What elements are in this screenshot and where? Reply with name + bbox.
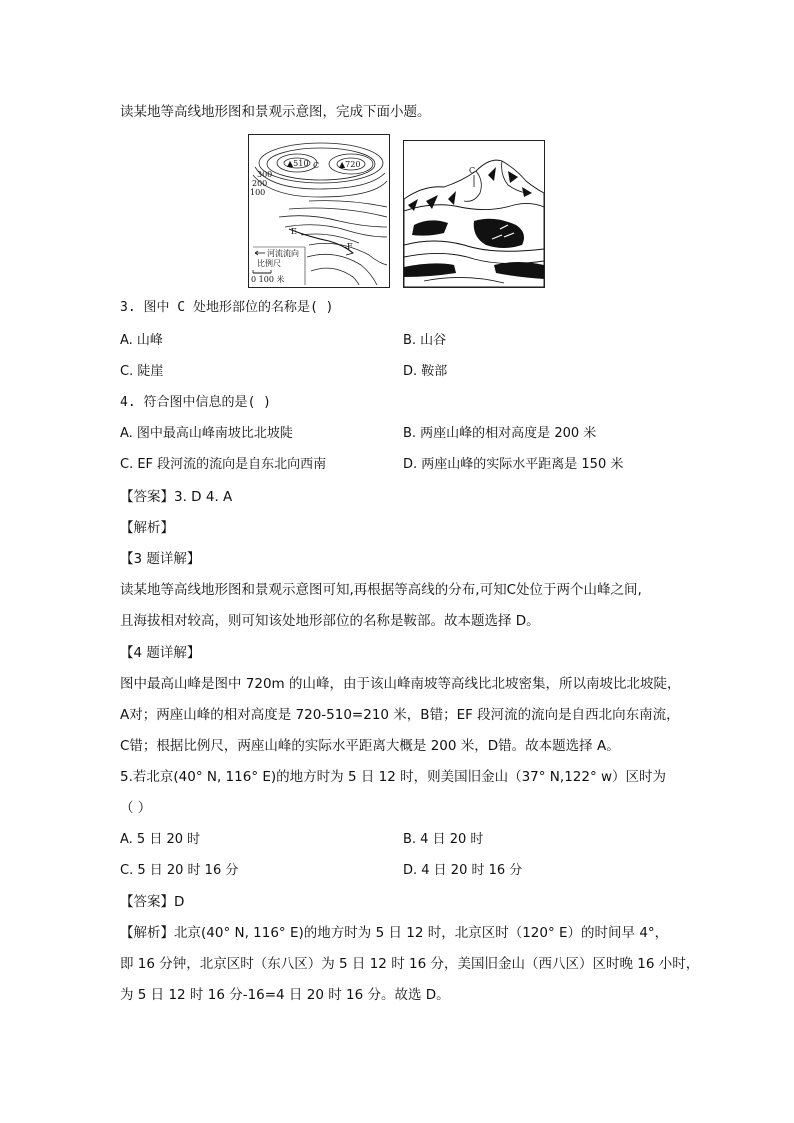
question-4-detail-line-1: 图中最高山峰是图中 720m 的山峰，由于该山峰南坡等高线比北坡密集，所以南坡比北坡陡， — [120, 676, 681, 692]
question-5-explanation-line-2: 即 16 分钟，北京区时（东八区）为 5 日 12 时 16 分，美国旧金山（西八区）区时晚 16 小时， — [120, 956, 700, 972]
contour-map — [249, 135, 389, 287]
point-c-label: C — [313, 161, 320, 170]
question-5-stem-line-2: （ ） — [120, 800, 152, 816]
question-4-detail-line-3: C错；根据比例尺，两座山峰的实际水平距离大概是 200 米，D错。故本题选择 A。 — [120, 738, 620, 754]
question-4-detail-line-2: A对；两座山峰的相对高度是 720-510=210 米，B错；EF 段河流的流向是自西北向东南流， — [120, 707, 680, 723]
peak-510-label: ▲510 — [287, 159, 309, 168]
question-3-detail-heading: 【3 题详解】 — [120, 551, 201, 567]
question-5-stem-line-1: 5.若北京(40° N, 116° E)的地方时为 5 日 12 时，则美国旧金山（37° N,122° w）区时为 — [120, 769, 667, 785]
point-f-label: F — [347, 242, 353, 251]
question-5-option-d: D. 4 日 20 时 16 分 — [403, 863, 523, 878]
legend-scale-value: 0 100 米 — [251, 275, 285, 284]
analysis-heading: 【解析】 — [120, 520, 174, 536]
question-3-detail-line-1: 读某地等高线地形图和景观示意图可知,再根据等高线的分布,可知C处位于两个山峰之间, — [120, 582, 642, 598]
question-4-option-b: B. 两座山峰的相对高度是 200 米 — [403, 426, 597, 441]
question-5-explanation-line-1: 【解析】北京(40° N, 116° E)的地方时为 5 日 12 时，北京区时（120° E）的时间早 4°， — [120, 925, 669, 941]
contour-300-label: 300 — [257, 170, 273, 179]
question-5-explanation-line-3: 为 5 日 12 时 16 分-16=4 日 20 时 16 分。故选 D。 — [120, 987, 450, 1003]
landscape-c-label: C — [469, 166, 476, 175]
question-4-option-d: D. 两座山峰的实际水平距离是 150 米 — [403, 457, 624, 472]
question-3-option-a: A. 山峰 — [120, 333, 163, 348]
question-4-option-a: A. 图中最高山峰南坡比北坡陡 — [120, 426, 293, 441]
question-5-option-c: C. 5 日 20 时 16 分 — [120, 863, 239, 878]
peak-720-label: ▲720 — [339, 160, 361, 169]
question-5-option-b: B. 4 日 20 时 — [403, 832, 484, 847]
question-3-option-b: B. 山谷 — [403, 333, 447, 348]
answer-5: 【答案】D — [120, 894, 185, 910]
contour-200-label: 200 — [252, 179, 268, 188]
intro-text: 读某地等高线地形图和景观示意图，完成下面小题。 — [120, 104, 431, 120]
question-4-detail-heading: 【4 题详解】 — [120, 645, 201, 661]
contour-100-label: 100 — [250, 188, 266, 197]
landscape-sketch-figure — [403, 140, 545, 288]
question-5-option-a: A. 5 日 20 时 — [120, 832, 201, 847]
landscape-sketch — [404, 141, 544, 287]
question-3-stem: 3. 图中 C 处地形部位的名称是( ) — [120, 300, 334, 315]
answer-3-4: 【答案】3. D 4. A — [120, 489, 233, 505]
question-3-option-c: C. 陡崖 — [120, 364, 164, 379]
question-3-option-d: D. 鞍部 — [403, 364, 448, 379]
legend-flow-text: 河流流向 — [267, 249, 299, 258]
question-4-stem: 4. 符合图中信息的是( ) — [120, 395, 271, 410]
legend-scale-text: 比例尺 — [257, 259, 281, 268]
question-3-detail-line-2: 且海拔相对较高，则可知该处地形部位的名称是鞍部。故本题选择 D。 — [120, 613, 540, 629]
question-4-option-c: C. EF 段河流的流向是自东北向西南 — [120, 457, 327, 472]
contour-map-figure — [248, 134, 390, 288]
point-e-label: E — [291, 227, 297, 236]
